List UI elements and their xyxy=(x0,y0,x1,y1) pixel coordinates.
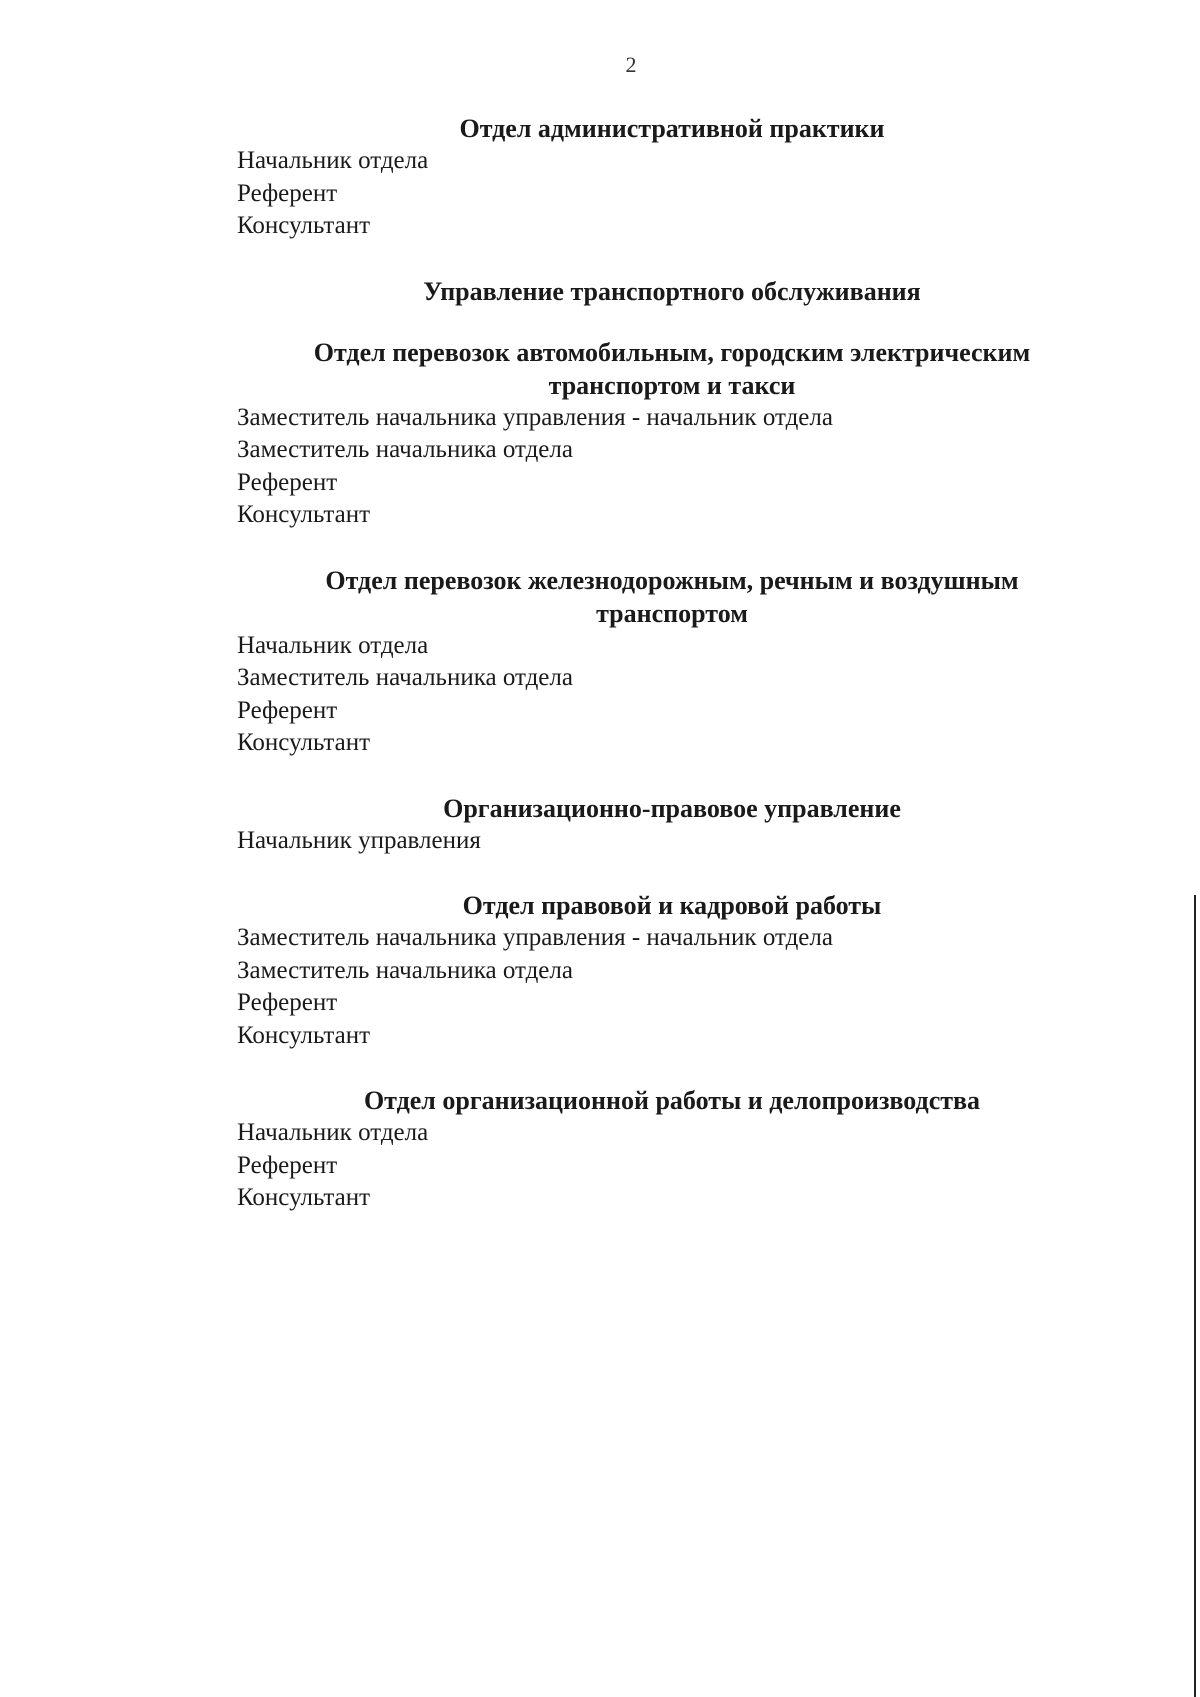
scan-edge-line xyxy=(1194,895,1196,1697)
section-legal-hr xyxy=(237,889,1067,1052)
position-item: Начальник отдела xyxy=(237,147,429,174)
section-title: Отдел правовой и кадровой работы xyxy=(462,891,882,920)
position-item: Консультант xyxy=(237,1021,371,1049)
section-rail-river-air xyxy=(237,564,1067,760)
position-item: Начальник отдела xyxy=(237,631,429,659)
position-item: Консультант xyxy=(237,729,371,756)
section-organizational-records xyxy=(237,1084,1067,1215)
position-item: Референт xyxy=(237,696,338,724)
position-item: Начальник управления xyxy=(237,826,481,854)
position-item: Консультант xyxy=(237,212,371,239)
section-transport-service-directorate xyxy=(237,275,1067,308)
document-body xyxy=(237,112,1067,1247)
position-item: Референт xyxy=(237,1151,338,1179)
position-item: Референт xyxy=(237,179,338,207)
section-organizational-legal-directorate xyxy=(237,792,1067,858)
position-item: Начальник отдела xyxy=(237,1119,429,1146)
section-title: Отдел организационной работы и делопроизводства xyxy=(363,1086,981,1115)
position-item: Заместитель начальника отдела xyxy=(237,956,573,984)
position-item: Заместитель начальника отдела xyxy=(237,436,573,463)
position-list xyxy=(237,825,1067,858)
section-auto-electric-taxi xyxy=(237,336,1067,532)
position-item: Консультант xyxy=(237,501,371,528)
section-title: Отдел перевозок автомобильным, городским электрическим транспортом и такси xyxy=(313,337,1031,400)
position-item: Заместитель начальника управления - начальник отдела xyxy=(237,924,833,951)
position-item: Заместитель начальника управления - начальник отдела xyxy=(237,403,833,431)
section-title: Организационно-правовое управление xyxy=(443,793,901,823)
position-item: Референт xyxy=(237,468,338,496)
position-list xyxy=(237,630,1067,760)
section-title: Отдел перевозок железнодорожным, речным и воздушным транспортом xyxy=(325,565,1019,628)
position-list xyxy=(237,1117,1067,1215)
position-list xyxy=(237,145,1067,243)
position-item: Заместитель начальника отдела xyxy=(237,664,573,691)
section-administrative-practice xyxy=(237,112,1067,243)
section-title: Управление транспортного обслуживания xyxy=(423,276,921,306)
position-list xyxy=(237,402,1067,532)
page-number: 2 xyxy=(625,52,637,77)
position-item: Консультант xyxy=(237,1184,371,1211)
position-list xyxy=(237,922,1067,1052)
section-title: Отдел административной практики xyxy=(459,114,885,143)
position-item: Референт xyxy=(237,989,338,1016)
